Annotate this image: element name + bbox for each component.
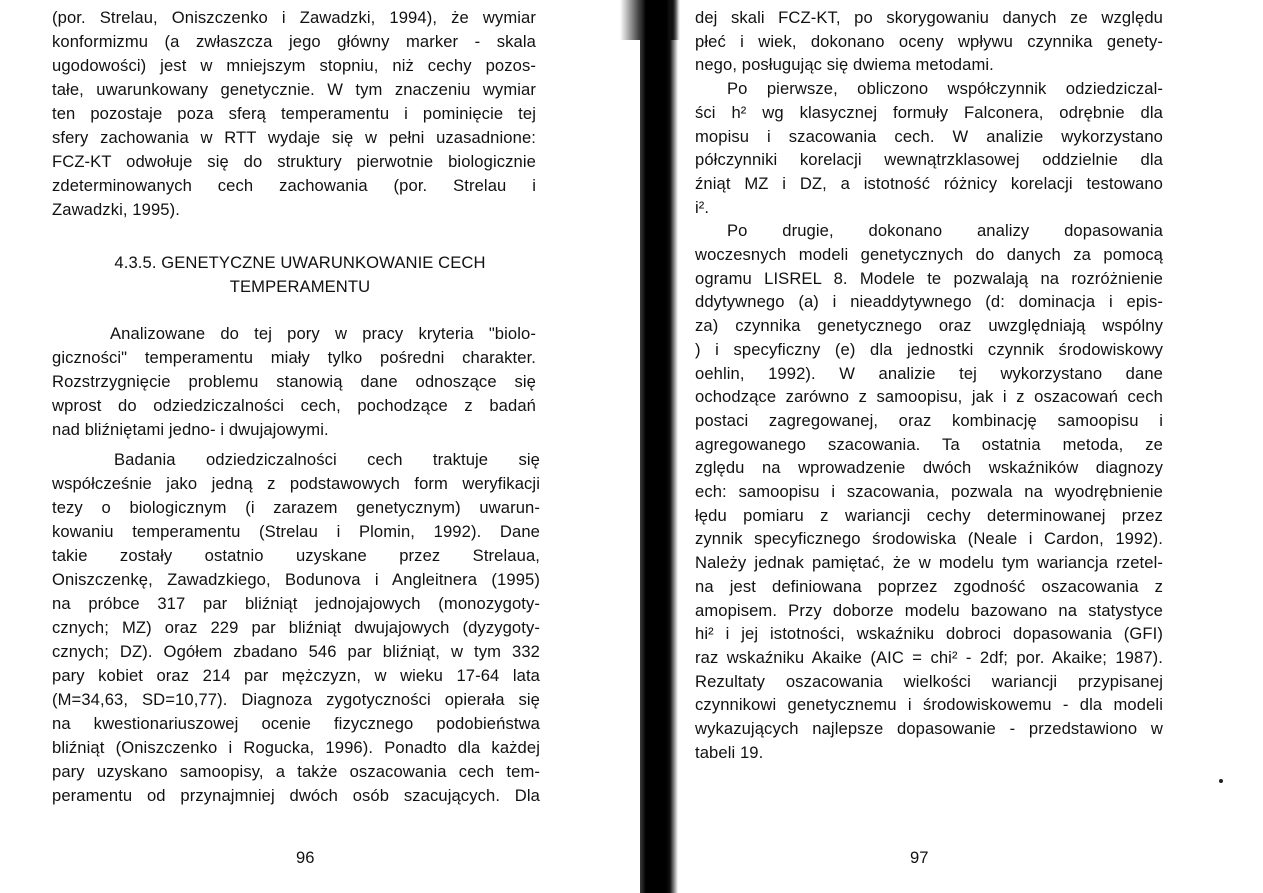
text-line: ten pozostaje poza sferą temperamentu i pominięcie tej	[52, 104, 536, 123]
text-line: oehlin, 1992). W analizie tej wykorzystano dane	[695, 363, 1163, 383]
text-line: ugodowości) jest w mniejszym stopniu, niż cechy pozos-	[52, 56, 536, 75]
text-line: źniąt MZ i DZ, a istotność różnicy korelacji testowano	[695, 173, 1163, 193]
text-line: (por. Strelau, Oniszczenko i Zawadzki, 1994), że wymiar	[52, 8, 536, 27]
text-line: postaci zagregowanej, oraz kombinację samoopisu i	[695, 410, 1163, 430]
text-line: ści h² wg klasycznej formuły Falconera, odrębnie dla	[695, 102, 1163, 122]
text-line: tezy o biologicznym (i zarazem genetycznym) uwarun-	[52, 498, 540, 517]
text-line: woczesnych modeli genetycznych do danych za pomocą	[695, 245, 1163, 264]
text-line: raz wskaźniku Akaike (AIC = chi² - 2df; por. Akaike; 1987).	[695, 647, 1163, 667]
section-heading-line-2: TEMPERAMENTU	[229, 277, 371, 296]
text-line: ech: samoopisu i szacowania, pozwala na wyodrębnienie	[695, 482, 1163, 501]
text-line: takie zostały ostatnio uzyskane przez Strelaua,	[52, 546, 540, 565]
text-line: hi² i jej istotności, wskaźniku dobroci dopasowania (GFI)	[695, 624, 1163, 644]
text-line: sfery zachowania w RTT wydaje się w pełni uzasadnione:	[52, 128, 536, 147]
text-line: na jest definiowana poprzez zgodność oszacowania z	[695, 576, 1163, 596]
text-line: kowaniu temperamentu (Strelau i Plomin, 1992). Dane	[52, 522, 540, 541]
text-line: konformizmu (a zwłaszcza jego główny marker - skala	[52, 32, 536, 51]
text-line: Po pierwsze, obliczono współczynnik odziedziczal-	[727, 79, 1163, 99]
text-line: Rezultaty oszacowania wielkości wariancji przypisanej	[695, 671, 1163, 691]
text-line: (M=34,63, SD=10,77). Diagnoza zygotyczności opierała się	[52, 690, 540, 709]
page-number-right: 97	[910, 848, 929, 867]
text-line: pary kobiet oraz 214 par mężczyzn, w wieku 17-64 lata	[52, 666, 540, 685]
page-number-left: 96	[296, 848, 315, 867]
text-line: agregowanego szacowania. Ta ostatnia metoda, ze	[695, 434, 1163, 454]
text-line: za) czynnika genetycznego oraz uwzględniają wspólny	[695, 316, 1163, 336]
text-line: tabeli 19.	[695, 742, 764, 762]
text-line: na próbce 317 par bliźniąt jednojajowych (monozygoty-	[52, 594, 540, 613]
text-line: Rozstrzygnięcie problemu stanowią dane odnoszące się	[52, 372, 536, 391]
text-line: czynnikowi genetycznemu i środowiskowemu - dla modeli	[695, 695, 1163, 715]
text-line: współcześnie jako jedną z podstawowych form weryfikacji	[52, 474, 540, 493]
text-line: amopisem. Przy doborze modelu bazowano na statystyce	[695, 600, 1163, 620]
text-line: giczności" temperamentu miały tylko pośredni charakter.	[52, 348, 536, 367]
text-line: na kwestionariuszowej ocenie fizycznego podobieństwa	[52, 714, 540, 733]
text-line: zględu na wprowadzenie dwóch wskaźników diagnozy	[695, 458, 1163, 478]
text-line: cznych; MZ) oraz 229 par bliźniąt dwujajowych (dyzygoty-	[52, 618, 540, 637]
text-line: ogramu LISREL 8. Modele te pozwalają na rozróżnienie	[695, 268, 1163, 288]
text-line: ) i specyficzny (e) dla jednostki czynnik środowiskowy	[695, 339, 1163, 359]
text-line: bliźniąt (Oniszczenko i Rogucka, 1996). Ponadto dla każdej	[52, 738, 540, 757]
text-line: Zawadzki, 1995).	[52, 200, 180, 219]
text-line: Badania odziedziczalności cech traktuje się	[114, 450, 540, 469]
text-line: płeć i wiek, dokonano oceny wpływu czynnika genety-	[695, 31, 1163, 51]
text-line: ochodzące zarówno z samoopisu, jak i z oszacowań cech	[695, 387, 1163, 407]
text-line: wprost do odziedziczalności cech, pochodzące z badań	[52, 396, 536, 415]
text-line: nad bliźniętami jedno- i dwujajowymi.	[52, 420, 329, 439]
text-line: półczynniki korelacji wewnątrzklasowej oddzielnie dla	[695, 150, 1163, 170]
text-line: Analizowane do tej pory w pracy kryteria "biolo-	[110, 324, 536, 343]
text-line: łędu pomiaru z wariancji cechy determinowanej przez	[695, 505, 1163, 525]
text-line: Oniszczenkę, Zawadzkiego, Bodunova i Angleitnera (1995)	[52, 570, 540, 589]
text-line: mopisu i szacowania cech. W analizie wykorzystano	[695, 126, 1163, 146]
right-page	[650, 0, 1263, 893]
scan-speck	[1219, 779, 1223, 783]
text-line: nego, posługując się dwiema metodami.	[695, 55, 994, 75]
text-line: FCZ-KT odwołuje się do struktury pierwotnie biologicznie	[52, 152, 536, 171]
text-line: Należy jednak pamiętać, że w modelu tym wariancja rzetel-	[695, 553, 1163, 573]
left-page	[0, 0, 625, 893]
text-line: zdeterminowanych cech zachowania (por. Strelau i	[52, 176, 536, 195]
text-line: wykazujących najlepsze dopasowanie - przedstawiono w	[695, 719, 1163, 738]
section-heading-line-1: 4.3.5. GENETYCZNE UWARUNKOWANIE CECH	[114, 253, 486, 272]
text-line: Po drugie, dokonano analizy dopasowania	[727, 221, 1163, 241]
text-line: i².	[695, 197, 710, 217]
text-line: peramentu od przynajmniej dwóch osób szacujących. Dla	[52, 786, 540, 805]
text-line: cznych; DZ). Ogółem zbadano 546 par bliźniąt, w tym 332	[52, 642, 540, 661]
text-line: zynnik specyficznego środowiska (Neale i Cardon, 1992).	[695, 529, 1163, 549]
text-line: tałe, uwarunkowany genetycznie. W tym znaczeniu wymiar	[52, 80, 536, 99]
text-line: pary uzyskano samoopisy, a także oszacowania cech tem-	[52, 762, 540, 781]
text-line: dej skali FCZ-KT, po skorygowaniu danych ze względu	[695, 8, 1163, 27]
text-line: ddytywnego (a) i nieaddytywnego (d: dominacja i epis-	[695, 292, 1163, 312]
